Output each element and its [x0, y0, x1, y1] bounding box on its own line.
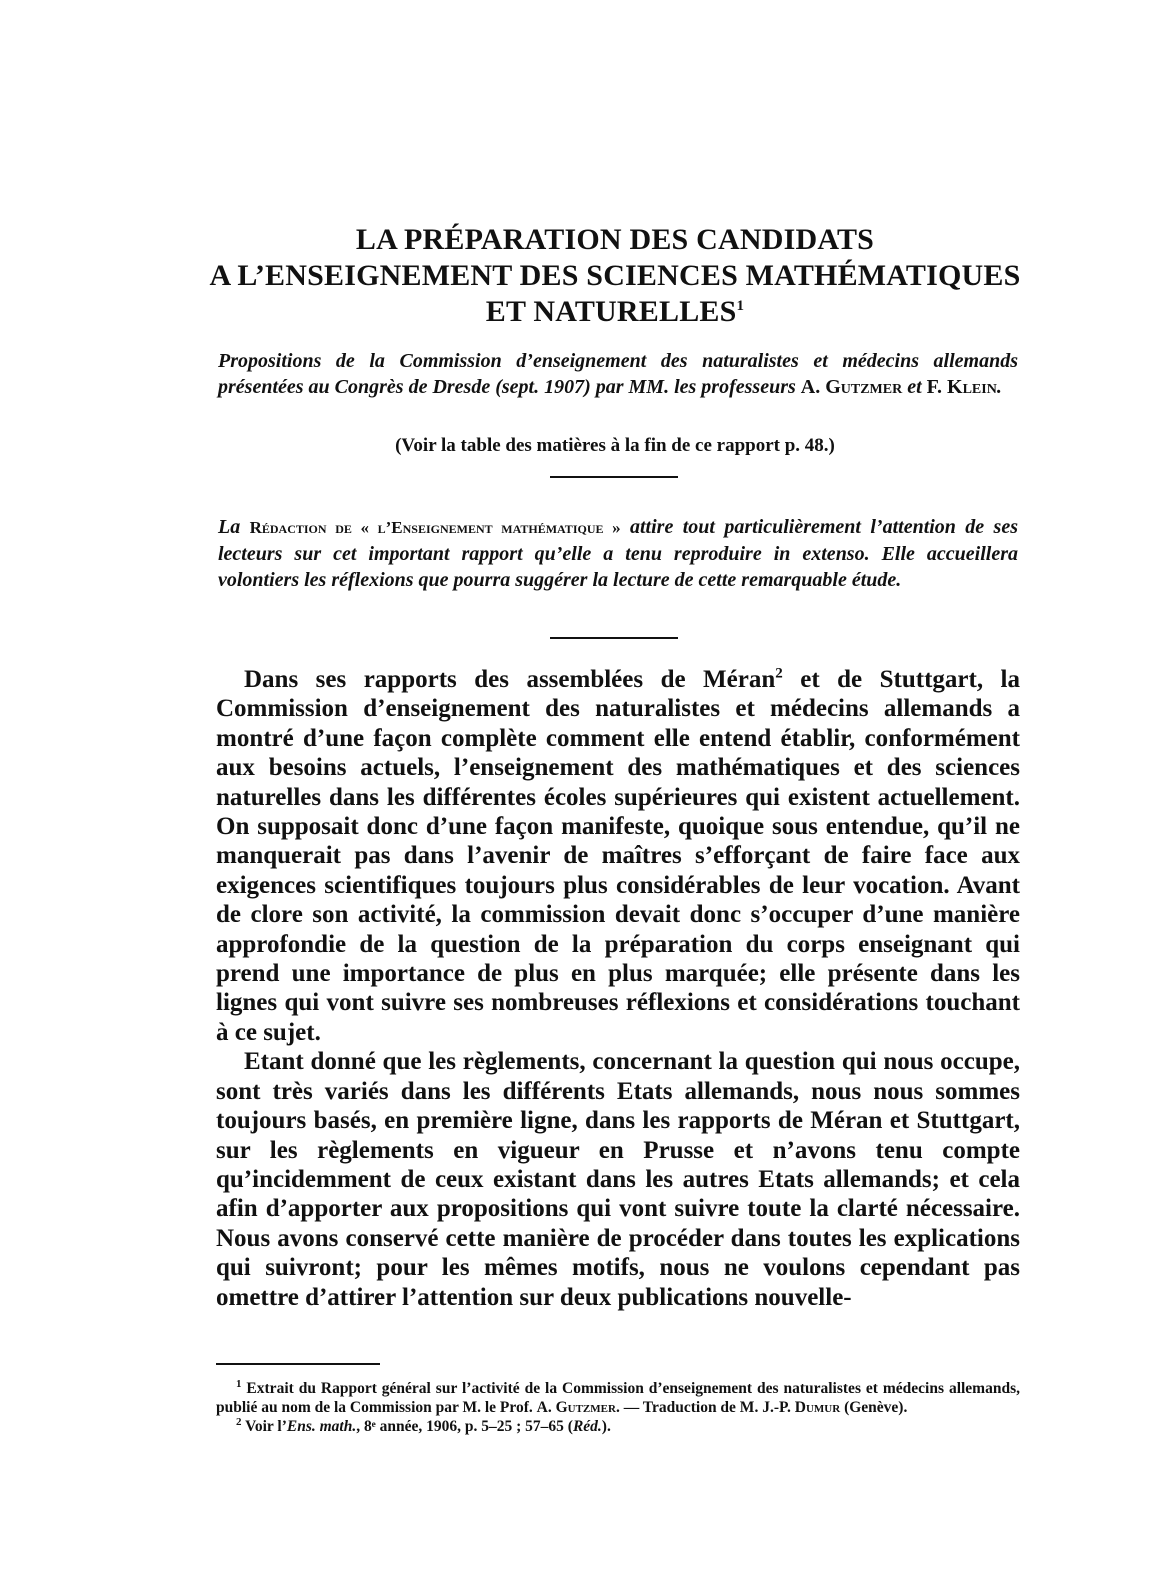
footnote-rule: [216, 1363, 380, 1365]
editor-note: [218, 514, 1018, 593]
title-line-1: LA PRÉPARATION DES CANDIDATS: [355, 223, 875, 256]
footnote-1-text-a: Extrait du Rapport général sur l’activité de la Commission d’enseignement des naturalistes et médecins allemands, publié au nom de la Commission par M. le Prof.: [216, 1380, 1020, 1416]
footnote-2-number: 2: [236, 1415, 242, 1428]
footnote-2: [216, 1417, 1020, 1436]
footnote-2-red: Réd.: [572, 1418, 602, 1435]
footnote-2-journal: Ens. math.: [286, 1418, 357, 1435]
article-title: [200, 222, 1030, 330]
footnote-1-text-b: . — Traduction de M. J.-P.: [615, 1399, 795, 1416]
editor-note-rest: attire tout particulièrement l’attention de ses lecteurs sur cet important rapport qu’elle a tenu reproduire in extenso. Elle accueillera volontiers les réflexions que pourra suggérer la lecture de cette remarquable étude.: [218, 516, 1019, 591]
article-subtitle: [218, 348, 1018, 400]
editor-note-prefix: La: [218, 516, 250, 538]
body-paragraph-1: [216, 665, 1020, 1047]
body-paragraph-2: Etant donné que les règlements, concernant la question qui nous occupe, sont très variés dans les différents Etats allemands, nous nous sommes toujours basés, en première ligne, dans les rapports de Méran et Stuttgart, sur les règlements en vigueur en Prusse et n’avons tenu compte qu’incidemment de ceux existant dans les autres Etats allemands; et cela afin d’apporter aux propositions qui vont suivre toute la clarté nécessaire. Nous avons conservé cette manière de procéder dans toutes les explications qui suivront; pour les mêmes motifs, nous ne voulons cependant pas omettre d’attirer l’attention sur deux publications nouvelle-: [216, 1048, 1020, 1311]
subtitle-connector: et: [902, 376, 927, 398]
body-p1-a: Dans ses rapports des assemblées de Méran: [244, 666, 776, 693]
title-line-2: A L’ENSEIGNEMENT DES SCIENCES MATHÉMATIQUES: [209, 259, 1021, 292]
footnote-1: [216, 1379, 1020, 1417]
body-footnote-ref-2: 2: [775, 665, 783, 682]
subtitle-end: .: [996, 376, 1002, 398]
footnote-1-number: 1: [236, 1377, 242, 1390]
editor-note-smallcaps: Rédaction de « l’Enseignement mathématique »: [249, 518, 621, 537]
body-p1-b: et de Stuttgart, la Commission d’enseignement des naturalistes et médecins allemands a montré d’une façon complète comment elle entend établir, conformément aux besoins actuels, l’enseignement des mathématiques et des sciences naturelles dans les différentes écoles supérieures qui existent actuellement. On supposait donc d’une façon manifeste, quoique sous entendue, qu’il ne manquerait pas dans l’avenir de maîtres s’efforçant de faire face aux exigences scientifiques toujours plus considérables de leur vocation. Avant de clore son activité, la commission devait donc s’occuper d’une manière approfondie de la question de la préparation du corps enseignant qui prend une importance de plus en plus marquée; elle présente dans les lignes qui vont suivre ses nombreuses réflexions et considérations touchant à ce sujet.: [216, 666, 1020, 1046]
footnote-2-text-b: , 8ᵉ année, 1906, p. 5–25 ; 57–65 (: [356, 1418, 573, 1435]
footnotes: [216, 1379, 1020, 1436]
footnote-2-text-c: ).: [601, 1418, 611, 1435]
footnote-1-text-c: (Genève).: [840, 1399, 908, 1416]
footnote-1-translator: Dumur: [794, 1399, 841, 1416]
title-line-3: [200, 294, 1030, 330]
subtitle-text: Propositions de la Commission d’enseignement des naturalistes et médecins allemands présentées au Congrès de Dresde (sept. 1907) par MM. les professeurs: [218, 350, 1018, 398]
separator-rule-top: [550, 476, 678, 478]
subtitle-author-2: F. Klein: [926, 376, 997, 398]
toc-note: (Voir la table des matières à la fin de ce rapport p. 48.): [395, 435, 835, 456]
title-line-3-text: ET NATURELLES: [485, 295, 737, 328]
body-text: [216, 665, 1020, 1312]
footnote-1-author: A. Gutzmer: [536, 1399, 616, 1416]
subtitle-author-1: A. Gutzmer: [800, 376, 903, 398]
title-footnote-ref: 1: [736, 298, 745, 314]
footnote-2-text-a: Voir l’: [241, 1418, 287, 1435]
separator-rule-middle: [550, 637, 678, 639]
